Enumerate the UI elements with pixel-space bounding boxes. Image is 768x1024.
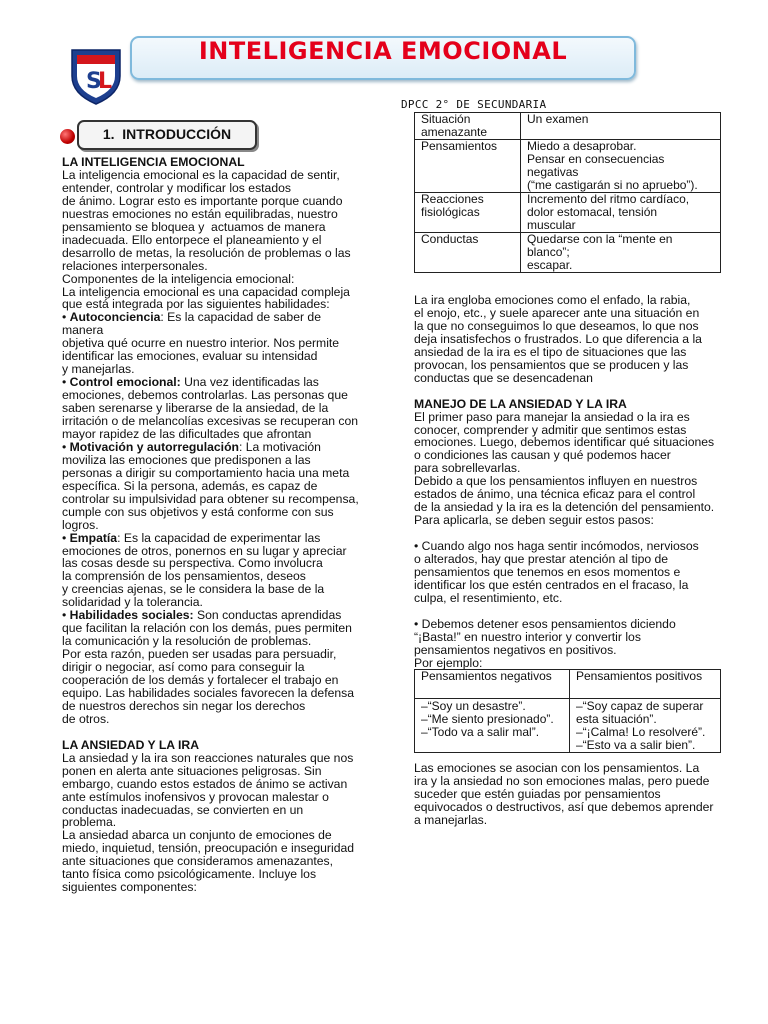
section-heading-introduccion	[60, 120, 258, 152]
text-line: equivocados o destructivos, así que debemos aprender	[414, 799, 714, 814]
text-line: provocan, los pensamientos que se producen y las	[414, 357, 689, 372]
text-line: logros.	[62, 517, 99, 532]
text-line: emociones, debemos controlarlas. Las personas que	[62, 388, 348, 403]
text-line: dirigir o negociar, así como para conseguir la	[62, 660, 305, 675]
text-line: La inteligencia emocional es la capacidad de sentir,	[62, 167, 340, 182]
text-line: miedo, inquietud, tensión, preocupación e inseguridad	[62, 841, 355, 856]
text-line: específica. Si la persona, además, es capaz de	[62, 478, 318, 493]
text-line: y creencias ajenas, se le considera la base de la	[62, 582, 325, 597]
text-line: ante situaciones que consideramos amenazantes,	[62, 854, 333, 869]
text-line: problema.	[62, 815, 117, 830]
text-line: ira y la ansiedad no son emociones malas, pero puede	[414, 773, 710, 788]
section-box	[77, 120, 257, 150]
text-line: Para aplicarla, se deben seguir estos pasos:	[414, 513, 654, 528]
header-negative: Pensamientos negativos	[415, 670, 570, 699]
text-line: suceder que estén guiadas por pensamientos	[414, 786, 661, 801]
text-line: moviliza las emociones que predisponen a las	[62, 452, 311, 467]
text-line: emociones. Luego, debemos identificar qué situaciones	[414, 435, 715, 450]
section-subheading: LA INTELIGENCIA EMOCIONAL	[62, 155, 245, 169]
text-line: relaciones interpersonales.	[62, 258, 208, 273]
text-line: a manejarlas.	[414, 812, 488, 827]
table-row	[415, 140, 721, 193]
text-line: cumple con sus objetivos y está conforme con sus	[62, 504, 334, 519]
text-line: que está integrada por las siguientes habilidades:	[62, 297, 330, 312]
text-line: de la ansiedad y la ira es la detención del pensamiento.	[414, 500, 715, 515]
component-label: Pensamientos	[415, 140, 521, 193]
text-line: nuestras emociones no están equilibradas, nuestro	[62, 206, 338, 221]
table-header-row	[415, 670, 721, 699]
text-line: para sobrellevarlas.	[414, 461, 521, 476]
component-label: Conductas	[415, 233, 521, 273]
text-line: • Motivación y autorregulación: La motivación	[62, 439, 321, 454]
text-line: personas a dirigir su comportamiento hacia una meta	[62, 465, 350, 480]
component-value: Miedo a desaprobar. Pensar en consecuencias negativas (“me castigarán si no apruebo”).	[521, 140, 721, 193]
text-line: conocer, comprender y admitir que sentimos estas	[414, 422, 687, 437]
school-logo	[68, 46, 124, 106]
table-row	[415, 193, 721, 233]
text-line: • Debemos detener esos pensamientos diciendo	[414, 616, 676, 631]
text-line: ponen en alerta ante situaciones peligrosas. Sin	[62, 763, 322, 778]
text-line: ansiedad de la ira es el tipo de situaciones que las	[414, 344, 687, 359]
red-bullet-icon	[60, 129, 75, 144]
component-label: Reacciones fisiológicas	[415, 193, 521, 233]
right-column	[414, 294, 720, 674]
section-title: 1. INTRODUCCIÓN	[102, 126, 232, 142]
text-line: Por esta razón, pueden ser usadas para persuadir,	[62, 647, 337, 662]
text-line: tanto física como psicológicamente. Incluye los	[62, 867, 317, 882]
section-subheading: LA ANSIEDAD Y LA IRA	[62, 737, 200, 752]
component-value: Incremento del ritmo cardíaco, dolor estomacal, tensión muscular	[521, 193, 721, 233]
text-line: de nuestros derechos sin negar los derechos	[62, 698, 306, 713]
negative-thoughts: –“Soy un desastre”. –“Me siento presionado”. –“Todo va a salir mal”.	[415, 699, 570, 753]
text-line: culpa, el resentimiento, etc.	[414, 590, 563, 605]
text-line: la que no conseguimos lo que deseamos, lo que nos	[414, 318, 699, 333]
section-subheading: MANEJO DE LA ANSIEDAD Y LA IRA	[414, 396, 627, 411]
text-line: pensamientos negativos en positivos.	[414, 642, 617, 657]
text-line: emociones de otros, ponernos en su lugar y apreciar	[62, 543, 347, 558]
text-line: • Control emocional: Una vez identificadas las	[62, 375, 319, 390]
table-row	[415, 113, 721, 140]
text-line: de ánimo. Lograr esto es importante porque cuando	[62, 193, 343, 208]
text-line: ante estímulos inofensivos y provocan malestar o	[62, 789, 329, 804]
text-line: “¡Basta!” en nuestro interior y convertir los	[414, 629, 641, 644]
text-line: la comunicación y la resolución de problemas.	[62, 634, 312, 649]
text-line: deja insatisfechos o frustrados. Lo que diferencia a la	[414, 331, 702, 346]
text-line: inadecuada. Ello entorpece el planeamiento y el	[62, 232, 322, 247]
text-line: mayor rapidez de las dificultades que afrontan	[62, 426, 312, 441]
text-line: o condiciones las causan y qué podemos hacer	[414, 448, 671, 463]
text-line: o alterados, hay que prestar atención al tipo de	[414, 552, 669, 566]
text-line: pensamiento se bloquea y actuamos de manera	[62, 219, 326, 234]
text-line: manera	[62, 323, 104, 338]
text-line: que facilitan la relación con los demás, pues permiten	[62, 621, 352, 636]
text-line: Componentes de la inteligencia emocional:	[62, 271, 295, 286]
course-subtitle: DPCC 2° DE SECUNDARIA	[401, 98, 547, 111]
component-label: Situación amenazante	[415, 113, 521, 140]
positive-thoughts: –“Soy capaz de superar esta situación”. –“¡Calma! Lo resolveré”. –“Esto va a salir bien”.	[570, 699, 721, 753]
text-line: de otros.	[62, 711, 110, 726]
title-banner	[130, 36, 636, 80]
text-line: entender, controlar y modificar los estados	[62, 180, 291, 195]
left-column	[62, 156, 358, 896]
text-line: y manejarlas.	[62, 362, 135, 377]
text-line: La ansiedad abarca un conjunto de emociones de	[62, 828, 332, 843]
svg-text:S: S	[86, 69, 102, 94]
text-line: conductas que se desencadenan	[414, 370, 593, 385]
component-value: Quedarse con la “mente en blanco”; escapar.	[521, 233, 721, 273]
text-line: • Habilidades sociales: Son conductas aprendidas	[62, 608, 342, 623]
text-line: el enojo, etc., y suele aparecer ante una situación en	[414, 305, 700, 320]
text-line: siguientes componentes:	[62, 880, 197, 895]
closing-paragraph	[414, 762, 720, 832]
text-line: cooperación de los demás y fortalecer el trabajo en	[62, 673, 339, 687]
text-line: La ira engloba emociones como el enfado, la rabia,	[414, 293, 691, 307]
text-line: solidaridad y la tolerancia.	[62, 595, 203, 610]
text-line: Las emociones se asocian con los pensamientos. La	[414, 761, 700, 775]
text-line: Debido a que los pensamientos influyen en nuestros	[414, 474, 698, 489]
text-line: identificar las emociones, evaluar su intensidad	[62, 349, 318, 364]
text-line: • Cuando algo nos haga sentir incómodos, nerviosos	[414, 539, 699, 554]
anxiety-components-table	[414, 112, 721, 273]
text-line: desarrollo de metas, la resolución de problemas o las	[62, 245, 351, 260]
component-value: Un examen	[521, 113, 721, 140]
text-line: saben serenarse y liberarse de la ansiedad, de la	[62, 401, 329, 416]
table-row	[415, 233, 721, 273]
text-line: objetiva qué ocurre en nuestro interior. Nos permite	[62, 336, 340, 351]
text-line: controlar su impulsividad para obtener su recompensa,	[62, 491, 359, 506]
text-line: • Empatía: Es la capacidad de experimentar las	[62, 530, 321, 545]
thoughts-table	[414, 669, 721, 753]
text-line: La inteligencia emocional es una capacidad compleja	[62, 284, 350, 299]
text-line: las cosas desde su perspectiva. Como involucra	[62, 556, 323, 571]
svg-text:L: L	[98, 69, 113, 94]
text-line: estados de ánimo, una técnica eficaz para el control	[414, 487, 696, 502]
text-line: equipo. Las habilidades sociales favorecen la defensa	[62, 685, 355, 700]
text-line: La ansiedad y la ira son reacciones naturales que nos	[62, 750, 354, 765]
text-line: Por ejemplo:	[414, 655, 483, 670]
header-positive: Pensamientos positivos	[570, 670, 721, 699]
text-line: pensamientos que tenemos en esos momentos e	[414, 564, 681, 579]
text-line: identificar los que estén centrados en el fracaso, la	[414, 577, 689, 592]
table-row	[415, 699, 721, 753]
page-title: INTELIGENCIA EMOCIONAL	[198, 37, 568, 65]
text-line: embargo, cuando estos estados de ánimo se activan	[62, 776, 348, 791]
text-line: la comprensión de los pensamientos, deseos	[62, 569, 306, 584]
text-line: irritación o de melancolías excesivas se recuperan con	[62, 414, 359, 428]
text-line: conductas inadecuadas, se convierten en un	[62, 802, 304, 817]
text-line: • Autoconciencia: Es la capacidad de saber de	[62, 310, 321, 325]
text-line: El primer paso para manejar la ansiedad o la ira es	[414, 409, 690, 424]
